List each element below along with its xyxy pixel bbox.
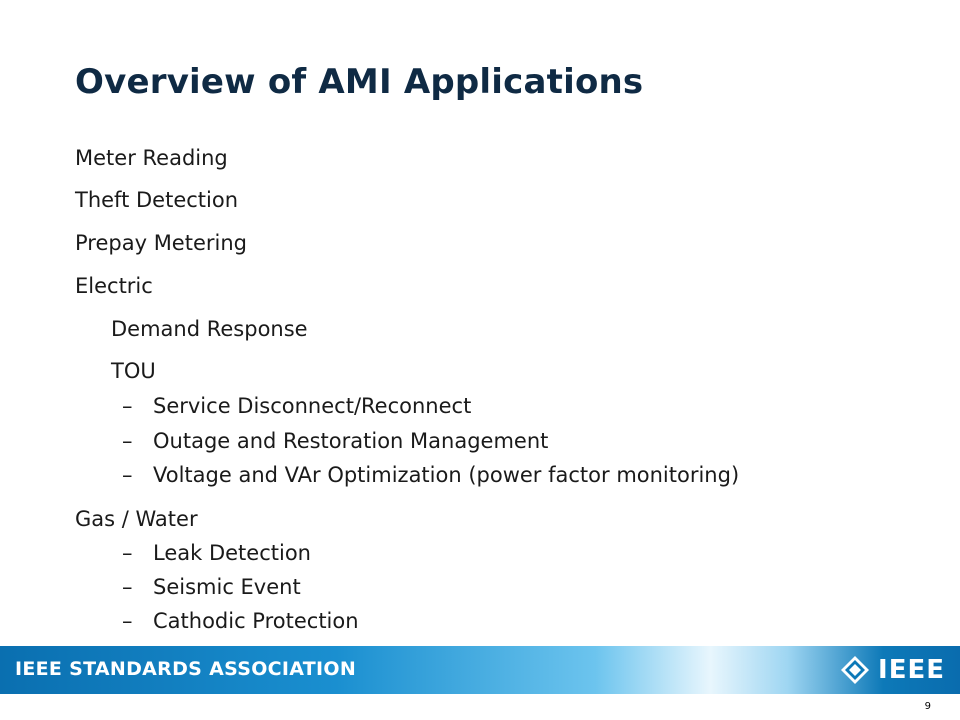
dash-marker: – [122, 541, 133, 565]
dash-marker: – [122, 609, 133, 633]
sub-bullet-service-disconnect [122, 391, 471, 421]
dash-marker: – [122, 394, 133, 418]
bullet-electric: Electric [75, 274, 153, 298]
ieee-logo [840, 654, 945, 686]
ieee-diamond-logo-icon [840, 655, 870, 685]
sub-bullet-cathodic [122, 606, 359, 636]
sub-bullet-label: Outage and Restoration Management [153, 429, 549, 453]
bullet-theft-detection: Theft Detection [75, 188, 239, 212]
bullet-prepay-metering: Prepay Metering [75, 231, 247, 255]
sub-bullet-label: Leak Detection [153, 541, 311, 565]
sub-bullet-label: Cathodic Protection [153, 609, 359, 633]
page-number: 9 [924, 701, 931, 712]
dash-marker: – [122, 575, 133, 599]
sub-bullet-label: Seismic Event [153, 575, 301, 599]
ieee-logo-word: IEEE [878, 655, 945, 685]
sub-bullet-label: Service Disconnect/Reconnect [153, 394, 472, 418]
sub-bullet-outage [122, 426, 548, 456]
bullet-gas-water: Gas / Water [75, 507, 198, 531]
page-title: Overview of AMI Applications [75, 62, 644, 102]
sub-bullet-label: Voltage and VAr Optimization (power factor monitoring) [153, 463, 740, 487]
dash-marker: – [122, 463, 133, 487]
bullet-demand-response: Demand Response [111, 317, 308, 341]
bullet-tou: TOU [111, 359, 156, 383]
footer-org-text: IEEE STANDARDS ASSOCIATION [15, 658, 357, 680]
footer-band [0, 646, 960, 694]
bullet-meter-reading: Meter Reading [75, 146, 228, 170]
sub-bullet-voltage [122, 460, 739, 490]
sub-bullet-leak [122, 538, 311, 568]
dash-marker: – [122, 429, 133, 453]
sub-bullet-seismic [122, 572, 301, 602]
